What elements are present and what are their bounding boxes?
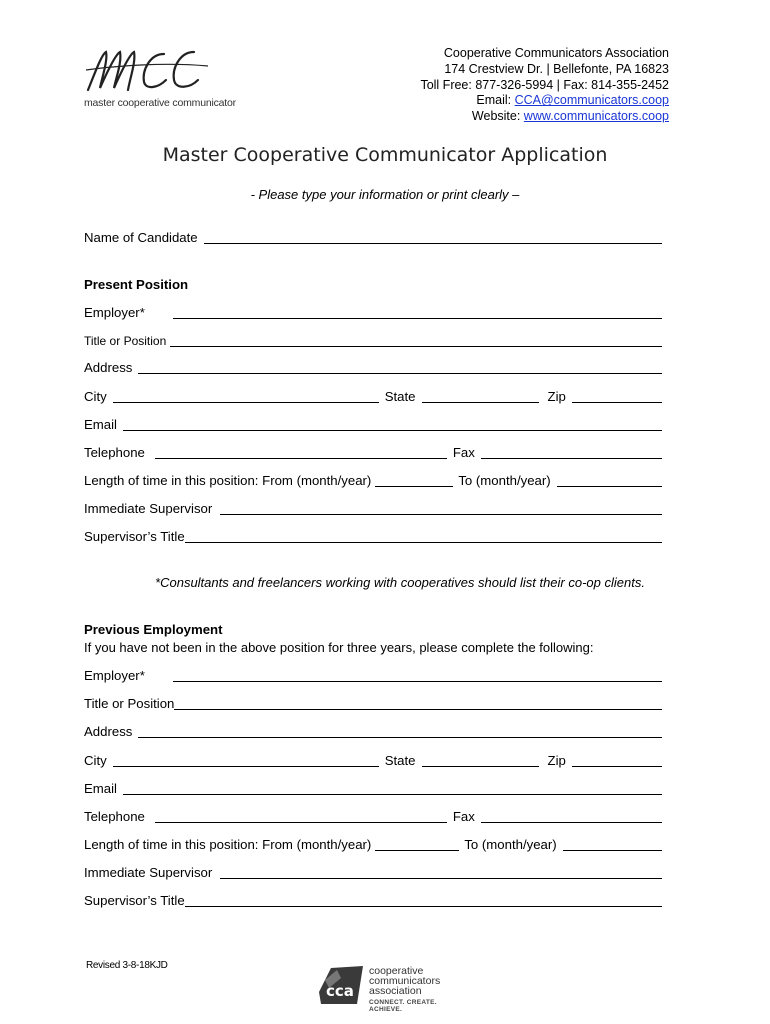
prev-supervisor-title-field[interactable] [185, 906, 662, 907]
present-telephone-row [84, 444, 662, 461]
prev-employer-label: Employer* [84, 668, 145, 683]
present-supervisor-row [84, 500, 662, 517]
prev-email-row [84, 780, 662, 797]
employer-label: Employer* [84, 305, 145, 320]
cca-logo [317, 962, 467, 1013]
prev-title-label: Title or Position [84, 696, 175, 711]
contact-block [420, 46, 669, 125]
present-title-field[interactable] [170, 346, 662, 347]
email-field-label: Email [84, 417, 117, 432]
previous-employment-heading: Previous Employment [84, 622, 223, 637]
prev-title-row [84, 695, 662, 712]
prev-length-row [84, 836, 662, 853]
prev-zip-label: Zip [547, 753, 566, 768]
present-address-row [84, 359, 662, 376]
consultants-note: *Consultants and freelancers working with cooperatives should list their co-op clients. [155, 575, 645, 590]
prev-address-row [84, 723, 662, 740]
present-city-field[interactable] [113, 402, 379, 403]
candidate-label: Name of Candidate [84, 230, 198, 245]
prev-length-from-label: Length of time in this position: From (month/year) [84, 837, 372, 852]
prev-address-field[interactable] [138, 737, 662, 738]
cca-tagline: CONNECT. CREATE. ACHIEVE. [369, 999, 437, 1013]
present-to-field[interactable] [557, 486, 662, 487]
length-from-label: Length of time in this position: From (month/year) [84, 473, 372, 488]
revision-note: Revised 3-8-18KJD [86, 960, 168, 971]
present-title-row [84, 332, 662, 349]
present-supervisor-title-row [84, 528, 662, 545]
prev-supervisor-label: Immediate Supervisor [84, 865, 213, 880]
prev-supervisor-title-label: Supervisor’s Title [84, 893, 185, 908]
present-fax-field[interactable] [481, 458, 662, 459]
prev-supervisor-title-row [84, 892, 662, 909]
logo-tagline: master cooperative communicator [84, 97, 236, 109]
page-subtitle: - Please type your information or print clearly – [250, 187, 520, 202]
website-link[interactable]: www.communicators.coop [523, 109, 669, 124]
candidate-row [84, 229, 662, 246]
cca-name [369, 966, 440, 996]
supervisor-label: Immediate Supervisor [84, 501, 213, 516]
cca-name-line-1: cooperative [369, 965, 424, 977]
org-website-line [420, 109, 669, 125]
prev-supervisor-row [84, 864, 662, 881]
present-state-field[interactable] [422, 402, 539, 403]
prev-telephone-row [84, 808, 662, 825]
cca-logo-letters: cca [326, 982, 354, 1000]
prev-length-to-label: To (month/year) [464, 837, 557, 852]
prev-email-field[interactable] [123, 794, 662, 795]
org-email-line [420, 93, 669, 109]
prev-telephone-label: Telephone [84, 809, 145, 824]
email-label: Email: [476, 93, 515, 108]
supervisor-title-label: Supervisor’s Title [84, 529, 185, 544]
present-from-field[interactable] [375, 486, 453, 487]
telephone-label: Telephone [84, 445, 145, 460]
cca-name-line-3: association [369, 985, 422, 997]
city-label: City [84, 389, 107, 404]
present-length-row [84, 472, 662, 489]
present-employer-field[interactable] [173, 318, 662, 319]
prev-supervisor-field[interactable] [220, 878, 662, 879]
present-position-heading: Present Position [84, 277, 189, 292]
prev-to-field[interactable] [563, 850, 662, 851]
cca-name-line-2: communicators [369, 975, 441, 987]
prev-state-label: State [384, 753, 416, 768]
org-address: 174 Crestview Dr. | Bellefonte, PA 16823 [444, 61, 669, 76]
present-employer-row [84, 304, 662, 321]
present-address-field[interactable] [138, 373, 662, 374]
prev-telephone-field[interactable] [155, 822, 447, 823]
address-label: Address [84, 360, 133, 375]
mcc-logo-mark [84, 40, 214, 98]
prev-employer-field[interactable] [173, 681, 662, 682]
prev-fax-label: Fax [452, 809, 475, 824]
prev-email-label: Email [84, 781, 117, 796]
length-to-label: To (month/year) [458, 473, 551, 488]
zip-label: Zip [547, 389, 566, 404]
present-supervisor-field[interactable] [220, 514, 662, 515]
org-phone: Toll Free: 877-326-5994 | Fax: 814-355-2452 [420, 77, 669, 92]
prev-zip-field[interactable] [572, 766, 662, 767]
title-position-label: Title or Position [84, 334, 167, 348]
page-title: Master Cooperative Communicator Application [162, 144, 608, 166]
candidate-field[interactable] [204, 243, 662, 244]
prev-from-field[interactable] [375, 850, 459, 851]
prev-employer-row [84, 667, 662, 684]
present-city-row [84, 388, 662, 405]
present-supervisor-title-field[interactable] [185, 542, 662, 543]
present-email-field[interactable] [123, 430, 662, 431]
present-zip-field[interactable] [572, 402, 662, 403]
present-telephone-field[interactable] [155, 458, 447, 459]
cca-logo-mark [317, 962, 365, 1006]
prev-city-field[interactable] [113, 766, 379, 767]
present-email-row [84, 416, 662, 433]
prev-fax-field[interactable] [481, 822, 662, 823]
prev-city-label: City [84, 753, 107, 768]
fax-label: Fax [452, 445, 475, 460]
website-label: Website: [471, 109, 524, 124]
mcc-logo [84, 40, 236, 110]
prev-title-field[interactable] [174, 709, 662, 710]
org-name: Cooperative Communicators Association [443, 46, 669, 60]
state-label: State [384, 389, 416, 404]
previous-intro: If you have not been in the above position for three years, please complete the following: [84, 640, 594, 655]
prev-state-field[interactable] [422, 766, 539, 767]
email-link[interactable]: CCA@communicators.coop [514, 93, 669, 108]
prev-city-row [84, 752, 662, 769]
prev-address-label: Address [84, 724, 133, 739]
